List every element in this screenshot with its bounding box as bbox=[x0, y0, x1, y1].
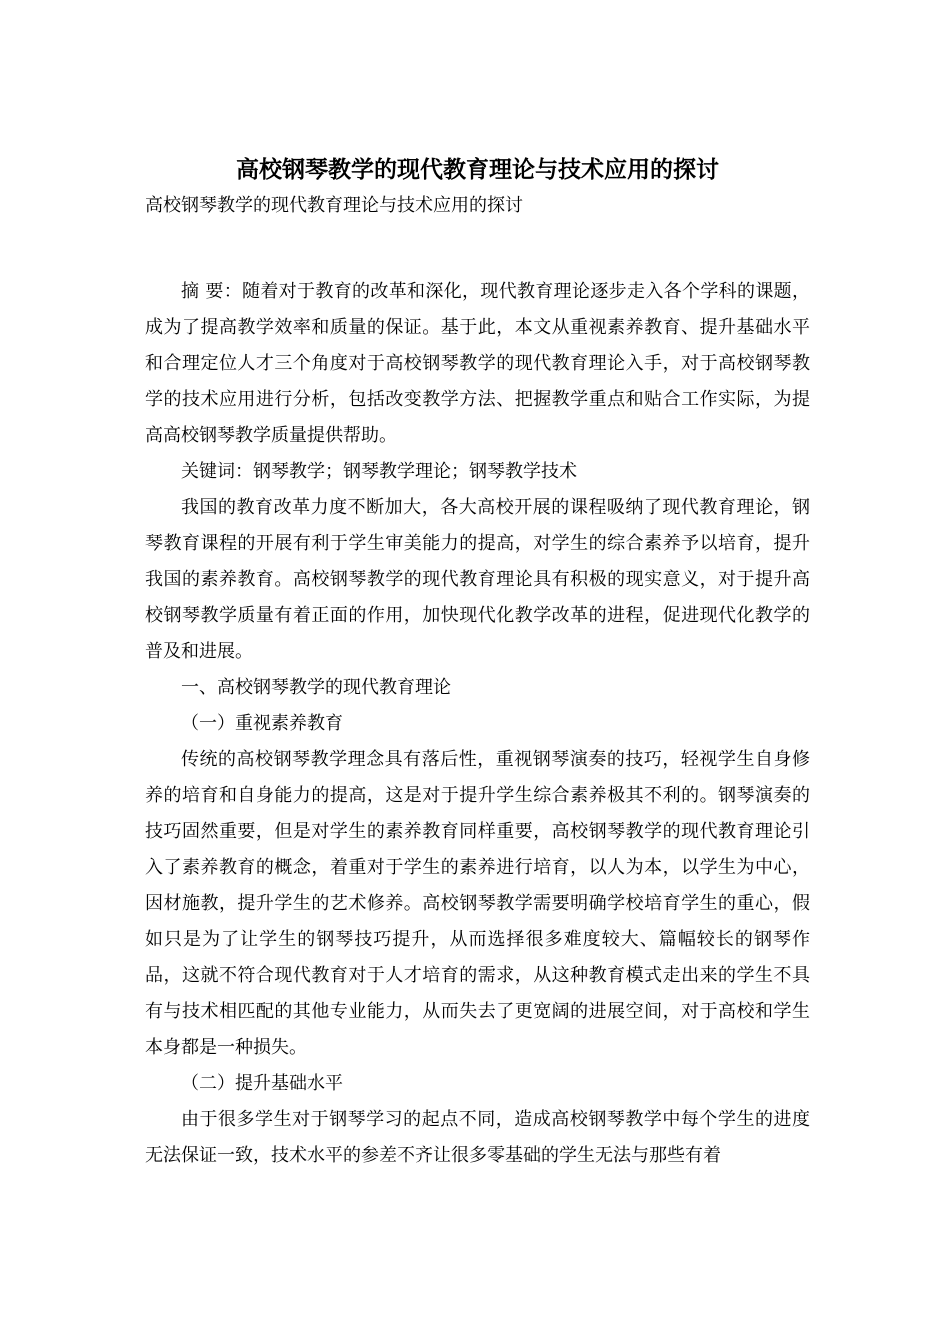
document-subtitle: 高校钢琴教学的现代教育理论与技术应用的探讨 bbox=[145, 195, 523, 216]
subsection-2-paragraph: 由于很多学生对于钢琴学习的起点不同，造成高校钢琴教学中每个学生的进度无法保证一致，技术水平的参差不齐让很多零基础的学生无法与那些有着 bbox=[145, 1109, 810, 1166]
subsection-1-heading: （一）重视素养教育 bbox=[181, 713, 343, 734]
subsection-2-heading: （二）提升基础水平 bbox=[181, 1073, 343, 1094]
section-1-heading: 一、高校钢琴教学的现代教育理论 bbox=[181, 677, 451, 698]
keywords-line: 关键词：钢琴教学；钢琴教学理论；钢琴教学技术 bbox=[181, 461, 577, 482]
document-page bbox=[145, 150, 810, 1174]
intro-paragraph: 我国的教育改革力度不断加大，各大高校开展的课程吸纳了现代教育理论，钢琴教育课程的开展有利于学生审美能力的提高，对学生的综合素养予以培育，提升我国的素养教育。高校钢琴教学的现代教育理论具有积极的现实意义，对于提升高校钢琴教学质量有着正面的作用，加快现代化教学改革的进程，促进现代化教学的普及和进展。 bbox=[145, 497, 810, 662]
subsection-1-paragraph: 传统的高校钢琴教学理念具有落后性，重视钢琴演奏的技巧，轻视学生自身修养的培育和自身能力的提高，这是对于提升学生综合素养极其不利的。钢琴演奏的技巧固然重要，但是对学生的素养教育同样重要，高校钢琴教学的现代教育理论引入了素养教育的概念，着重对于学生的素养进行培育，以人为本，以学生为中心，因材施教，提升学生的艺术修养。高校钢琴教学需要明确学校培育学生的重心，假如只是为了让学生的钢琴技巧提升，从而选择很多难度较大、篇幅较长的钢琴作品，这就不符合现代教育对于人才培育的需求，从这种教育模式走出来的学生不具有与技术相匹配的其他专业能力，从而失去了更宽阔的进展空间，对于高校和学生本身都是一种损失。 bbox=[145, 749, 810, 1058]
abstract-paragraph: 摘 要：随着对于教育的改革和深化，现代教育理论逐步走入各个学科的课题，成为了提高教学效率和质量的保证。基于此，本文从重视素养教育、提升基础水平和合理定位人才三个角度对于高校钢琴教学的现代教育理论入手，对于高校钢琴教学的技术应用进行分析，包括改变教学方法、把握教学重点和贴合工作实际，为提高高校钢琴教学质量提供帮助。 bbox=[145, 281, 810, 446]
document-title: 高校钢琴教学的现代教育理论与技术应用的探讨 bbox=[236, 156, 719, 183]
